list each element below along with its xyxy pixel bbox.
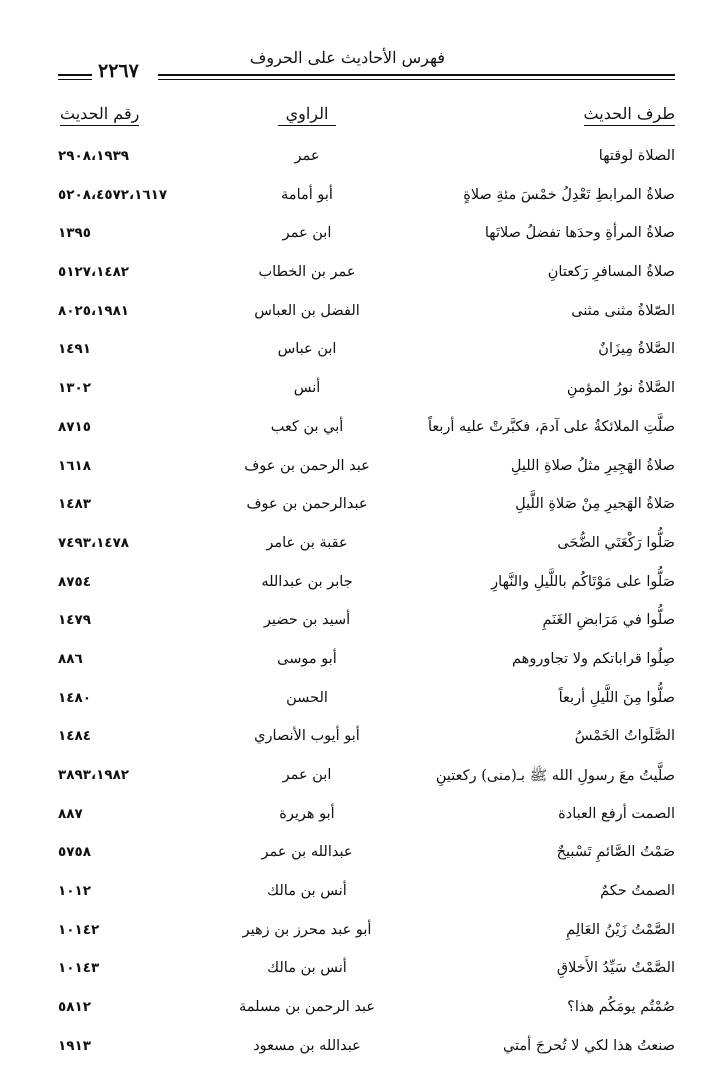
hadith-text: صلاةُ المرابطِ تَعْدِلُ خمْسَ مئةِ صلاةٍ [463, 186, 675, 203]
table-row [58, 1030, 675, 1069]
hadith-number: ٨٨٦ [58, 650, 83, 667]
narrator-name: أبو موسى [277, 650, 337, 667]
hadith-text: صَمْتُ الصَّائمِ تَسْبيحٌ [556, 844, 675, 861]
hadith-number: ٥٢٠٨،٤٥٧٢،١٦١٧ [58, 186, 168, 203]
narrator-name: ابن عباس [277, 341, 337, 358]
header-title: فهرس الأحاديث على الحروف [249, 48, 445, 67]
hadith-text: صلُّوا مِنَ اللَّيلِ أربعاً [558, 689, 675, 706]
table-row [58, 720, 675, 759]
hadith-number: ٥٧٥٨ [58, 844, 91, 861]
narrator-name: أنس بن مالك [267, 883, 347, 900]
header-rule [158, 74, 675, 80]
narrator-name: الحسن [286, 689, 328, 706]
narrator-name: عبدالله بن عمر [261, 844, 353, 861]
hadith-number: ١٤٨٠ [58, 689, 91, 706]
narrator-name: الفضل بن العباس [254, 302, 360, 319]
hadith-text: صلاةُ المسافرِ رَكعتانِ [547, 264, 675, 281]
hadith-text: الصَّمْتُ سَيِّدُ الأَخلاقِ [556, 960, 675, 977]
narrator-name: عبدالله بن مسعود [253, 1037, 361, 1054]
hadith-text: صلَّتِ الملائكةُ على آدمَ، فكبَّرتْ عليه أربعاً [427, 418, 675, 435]
hadith-text: صلَّيتُ معَ رسولِ الله ﷺ بـ(منى) ركعتينِ [435, 768, 675, 784]
narrator-name: أبو أيوب الأنصاري [254, 728, 360, 745]
hadith-text: صِلُوا قراباتكم ولا تجاوروهم [512, 650, 675, 667]
hadith-text: الصَّمْتُ زَيْنُ العَالِمِ [566, 921, 675, 938]
table-row [58, 295, 675, 334]
narrator-name: أبو عبد محرز بن زهير [242, 921, 372, 938]
narrator-name: عبدالرحمن بن عوف [246, 496, 368, 513]
column-heading-hadith: طرف الحديث [584, 104, 675, 126]
table-row [58, 682, 675, 721]
hadith-text: الصَّلَواتُ الخَمْسُ [574, 728, 675, 745]
hadith-number: ٥١٢٧،١٤٨٢ [58, 264, 130, 281]
hadith-number: ٣٨٩٣،١٩٨٢ [58, 767, 130, 783]
table-row [58, 256, 675, 295]
hadith-text: صلاةُ الهَجِيرِ مثلُ صلاةِ الليلِ [510, 457, 675, 474]
table-row [58, 798, 675, 837]
table-row [58, 488, 675, 527]
hadith-number: ٢٩٠٨،١٩٣٩ [58, 148, 130, 164]
running-header [58, 46, 675, 80]
hadith-number: ٨٨٧ [58, 805, 83, 822]
table-row [58, 372, 675, 411]
hadith-text: الصمتُ حكمٌ [600, 883, 675, 900]
table-row [58, 914, 675, 953]
hadith-number: ١٩١٣ [58, 1037, 91, 1054]
table-row [58, 875, 675, 914]
hadith-text: صَلُّوا على مَوْتَاكُم باللَّيلِ والنَّهارِ [491, 573, 675, 590]
hadith-number: ١٣٩٥ [58, 225, 91, 242]
table-row [58, 411, 675, 450]
narrator-name: أبي بن كعب [270, 418, 344, 435]
table-row [58, 179, 675, 218]
hadith-text: الصَّلاةُ مِيزَانٌ [598, 341, 675, 358]
table-row [58, 836, 675, 875]
table-row [58, 759, 675, 798]
hadith-number: ١٤٩١ [58, 341, 91, 358]
hadith-number: ٥٨١٢ [58, 999, 91, 1016]
hadith-number: ١٣٠٢ [58, 380, 91, 397]
hadith-number: ٨٧٥٤ [58, 573, 91, 590]
page-number: ٢٢٦٧ [98, 60, 139, 82]
hadith-number: ١٠١٤٣ [58, 960, 100, 977]
table-row [58, 604, 675, 643]
hadith-number: ١٠١٢ [58, 883, 91, 900]
table-row [58, 566, 675, 605]
hadith-text: صَلُّوا رَكْعَتَي الضُّحَى [557, 534, 675, 551]
narrator-name: أبو هريرة [279, 805, 335, 822]
hadith-number: ١٤٨٤ [58, 728, 91, 745]
hadith-text: صُمْتُم يومَكُم هذا؟ [567, 999, 675, 1016]
narrator-name: أنس [293, 380, 321, 397]
hadith-number: ١٠١٤٢ [58, 921, 100, 938]
column-headings [58, 104, 675, 134]
narrator-name: عبد الرحمن بن مسلمة [238, 999, 376, 1016]
narrator-name: عبد الرحمن بن عوف [244, 457, 370, 474]
hadith-text: الصلاة لوقتها [598, 148, 675, 164]
hadith-text: صلاةُ المرأةِ وحدَها تفضلُ صلاتَها [484, 225, 675, 242]
narrator-name: ابن عمر [282, 225, 332, 242]
hadith-index-table [58, 140, 675, 1069]
table-row [58, 952, 675, 991]
narrator-name: أنس بن مالك [267, 960, 347, 977]
header-rule-left [58, 74, 92, 80]
hadith-number: ١٤٨٣ [58, 496, 91, 513]
narrator-name: جابر بن عبدالله [261, 573, 353, 590]
table-row [58, 450, 675, 489]
hadith-text: صلُّوا في مَرَابضِ الغَنَمِ [542, 612, 675, 629]
table-row [58, 140, 675, 179]
table-row [58, 643, 675, 682]
hadith-text: الصمت أرفع العبادة [558, 805, 675, 822]
hadith-text: صنعتُ هذا لكي لا تُحرجَ أمتي [502, 1037, 675, 1054]
narrator-name: ابن عمر [282, 767, 332, 783]
table-row [58, 991, 675, 1030]
column-heading-number: رقم الحديث [60, 104, 139, 126]
hadith-number: ٧٤٩٣،١٤٧٨ [58, 534, 130, 551]
table-row [58, 217, 675, 256]
narrator-name: عقبة بن عامر [266, 534, 348, 551]
hadith-number: ٨٧١٥ [58, 418, 91, 435]
table-row [58, 527, 675, 566]
table-row [58, 333, 675, 372]
hadith-text: الصّلاةُ مثنى مثنى [571, 302, 675, 319]
hadith-text: صَلاةُ الهَجيرِ مِنْ صَلاةِ اللَّيلِ [515, 496, 675, 513]
hadith-number: ١٦١٨ [58, 457, 91, 474]
hadith-number: ١٤٧٩ [58, 612, 91, 629]
narrator-name: أسيد بن حضير [263, 612, 351, 629]
narrator-name: أبو أمامة [281, 186, 333, 203]
hadith-text: الصَّلاةُ نورُ المؤمنِ [566, 380, 675, 397]
hadith-number: ٨٠٢٥،١٩٨١ [58, 302, 130, 319]
narrator-name: عمر [294, 148, 320, 164]
column-heading-narrator: الراوي [278, 104, 336, 126]
narrator-name: عمر بن الخطاب [258, 264, 356, 281]
